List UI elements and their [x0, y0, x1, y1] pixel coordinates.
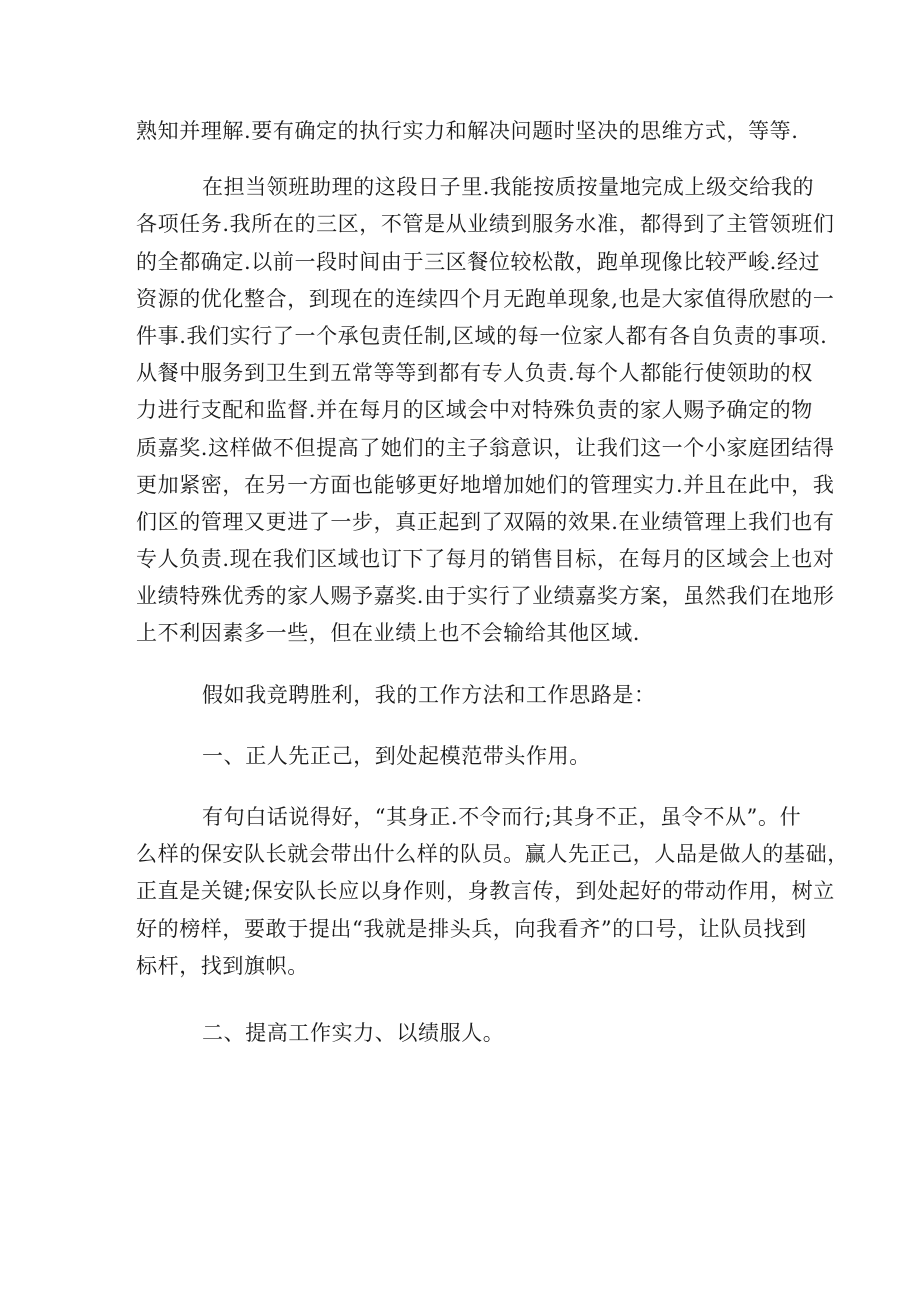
paragraph-5: [136, 799, 849, 985]
text-line: 好的榜样，要敢于提出“我就是排头兵，向我看齐”的口号，让队员找到: [136, 916, 807, 941]
text-line: 标杆，找到旗帜。: [136, 953, 309, 978]
text-line: 资源的优化整合，到现在的连续四个月无跑单现象,也是大家值得欣慰的一: [136, 286, 835, 311]
text-line: 力进行支配和监督.并在每月的区域会中对特殊负责的家人赐予确定的物: [136, 398, 813, 423]
paragraph-2: [136, 169, 835, 652]
document-body: [136, 113, 849, 1052]
text-line: 假如我竞聘胜利，我的工作方法和工作思路是：: [202, 682, 656, 707]
text-line: 一、正人先正己，到处起模范带头作用。: [202, 743, 591, 768]
paragraph-1: [136, 113, 799, 150]
text-line: 质嘉奖.这样做不但提高了她们的主子翁意识，让我们这一个小家庭团结得: [136, 435, 835, 460]
text-line: 各项任务.我所在的三区，不管是从业绩到服务水准，都得到了主管领班们: [136, 212, 835, 237]
paragraph-4: [136, 738, 796, 775]
text-line: 从餐中服务到卫生到五常等等到都有专人负责.每个人都能行使领助的权: [136, 361, 813, 386]
paragraph-6: [136, 1015, 796, 1052]
text-line: 更加紧密，在另一方面也能够更好地增加她们的管理实力.并且在此中，我: [136, 472, 835, 497]
text-line: 有句白话说得好，“其身正.不令而行;其身不正，虽令不从”。什: [202, 805, 802, 829]
text-line: 们区的管理又更进了一步，真正起到了双隔的效果.在业绩管理上我们也有: [136, 509, 835, 534]
paragraph-3: [136, 677, 796, 714]
text-line: 业绩特殊优秀的家人赐予嘉奖.由于实行了业绩嘉奖方案，虽然我们在地形: [136, 584, 835, 609]
text-line: 正直是关键;保安队长应以身作则，身教言传，到处起好的带动作用，树立: [136, 879, 835, 904]
text-line: 件事.我们实行了一个承包责任制,区域的每一位家人都有各自负责的事项.: [136, 323, 828, 348]
text-line: 在担当领班助理的这段日子里.我能按质按量地完成上级交给我的: [202, 175, 815, 200]
text-line: 专人负责.现在我们区域也订下了每月的销售目标，在每月的区域会上也对: [136, 547, 835, 572]
text-line: 的全都确定.以前一段时间由于三区餐位较松散，跑单现像比较严峻.经过: [136, 249, 821, 274]
text-line: 熟知并理解.要有确定的执行实力和解决问题时坚决的思维方式，等等.: [136, 119, 799, 143]
text-line: 二、提高工作实力、以绩服人。: [202, 1020, 505, 1045]
text-line: 上不利因素多一些，但在业绩上也不会输给其他区域.: [136, 621, 641, 646]
text-line: 么样的保安队长就会带出什么样的队员。赢人先正己，人品是做人的基础，: [136, 842, 849, 867]
